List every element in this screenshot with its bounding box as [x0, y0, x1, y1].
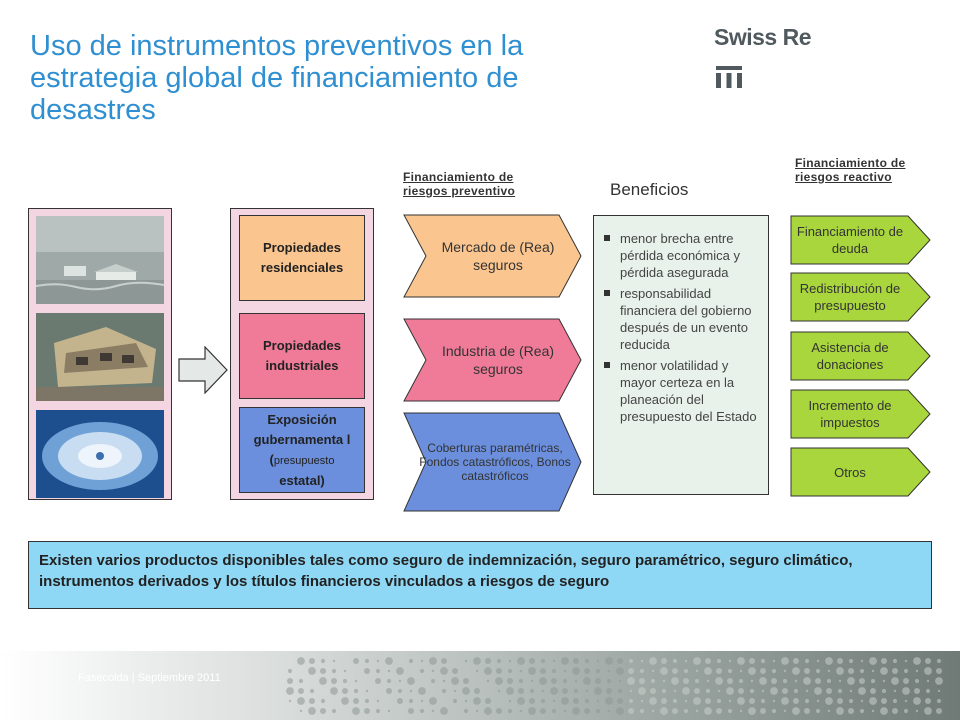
residential-properties-box: [239, 215, 365, 301]
benefit-item: responsabilidad financiera del gobierno después de un evento reducida: [620, 285, 760, 353]
collapsed-building-photo: [36, 313, 164, 401]
flood-photo: [36, 216, 164, 304]
instrument-label-parametric: Coberturas paramétricas, Fondos catastróficos, Bonos catastróficos: [419, 441, 571, 483]
footer-text: Fasecolda | Septiembre 2011: [78, 672, 221, 684]
instrument-label-insurance-market: Mercado de (Rea) seguros: [441, 239, 555, 273]
reactive-item-label: Financiamiento de deuda: [796, 224, 904, 256]
benefits-box: [593, 215, 769, 495]
swiss-re-mark-icon: [716, 66, 742, 88]
reactive-item-label: Asistencia de donaciones: [811, 340, 889, 372]
header-benefits: Beneficios: [610, 180, 689, 199]
reactive-item-label: Incremento de impuestos: [808, 398, 892, 430]
exposure-panel: [230, 208, 374, 500]
benefit-item: menor brecha entre pérdida económica y pérdida asegurada: [620, 230, 760, 281]
footer-band: [0, 651, 960, 720]
header-reactive: Financiamiento de riesgos reactivo: [795, 156, 906, 184]
right-arrow-icon: [178, 346, 228, 394]
reactive-item-label: Otros: [834, 464, 866, 480]
industrial-properties-box: [239, 313, 365, 399]
residential-properties-label: Propiedades residenciales: [260, 240, 344, 275]
page-title: Uso de instrumentos preventivos en la estrategia global de financiamiento de desastres: [30, 30, 524, 126]
government-exposure-box: [239, 407, 365, 493]
reactive-item-label: Redistribución de presupuesto: [799, 281, 901, 313]
photo-panel: [28, 208, 172, 500]
products-note: Existen varios productos disponibles tales como seguro de indemnización, seguro paramétrico, seguro climático, instrumentos derivados y los títulos financieros vinculados a riesgos de seguro: [28, 541, 932, 609]
government-exposure-label: Exposición gubernamenta l (presupuesto estatal): [253, 411, 351, 488]
hurricane-photo: [36, 410, 164, 498]
instrument-label-insurance-industry: Industria de (Rea) seguros: [441, 343, 555, 377]
swiss-re-logo: Swiss Re: [714, 24, 811, 50]
header-preventive: Financiamiento de riesgos preventivo: [403, 170, 516, 198]
industrial-properties-label: Propiedades industriales: [262, 338, 342, 373]
decorative-dots: [280, 655, 960, 717]
benefit-item: menor volatilidad y mayor certeza en la planeación del presupuesto del Estado: [620, 357, 760, 425]
